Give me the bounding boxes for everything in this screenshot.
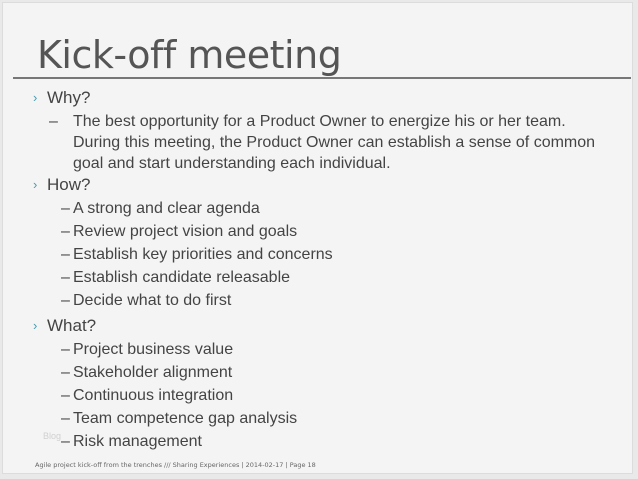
dash-icon: – [61, 433, 70, 450]
list-item: – Establish key priorities and concerns [61, 246, 333, 263]
dash-icon: – [61, 364, 70, 381]
list-item: – Risk management [61, 433, 202, 450]
dash-icon: – [61, 387, 70, 404]
section-heading-how: › How? [33, 175, 91, 194]
title-divider [13, 77, 631, 79]
list-item: – Decide what to do first [61, 292, 232, 309]
list-item: – Project business value [61, 341, 234, 358]
list-item: – Team competence gap analysis [61, 410, 298, 427]
chevron-right-icon: › [33, 90, 38, 105]
dash-icon: – [61, 410, 70, 427]
slide-title: Kick-off meeting [37, 33, 342, 77]
list-item: – Continuous integration [61, 387, 234, 404]
list-item: – The best opportunity for a Product Owner to energize his or her team. During this meeting, the Product Owner can establish a sense of common goal and start understanding each individual. [49, 113, 596, 172]
watermark: Blog [43, 431, 62, 441]
dash-icon: – [61, 269, 70, 286]
list-item: – Establish candidate releasable [61, 269, 291, 286]
list-item: – Stakeholder alignment [61, 364, 233, 381]
dash-icon: – [61, 341, 70, 358]
dash-icon: – [61, 246, 70, 263]
chevron-right-icon: › [33, 177, 38, 192]
list-item: – Review project vision and goals [61, 223, 298, 240]
section-heading-what: › What? [33, 316, 97, 335]
dash-icon: – [61, 292, 70, 309]
slide [2, 2, 633, 474]
dash-icon: – [49, 113, 58, 130]
section-heading-why: › Why? [33, 88, 91, 107]
slide-footer: Agile project kick-off from the trenches /// Sharing Experiences | 2014-02-17 | Page 18 [35, 461, 316, 469]
dash-icon: – [61, 200, 70, 217]
chevron-right-icon: › [33, 318, 38, 333]
list-item: – A strong and clear agenda [61, 200, 260, 217]
dash-icon: – [61, 223, 70, 240]
